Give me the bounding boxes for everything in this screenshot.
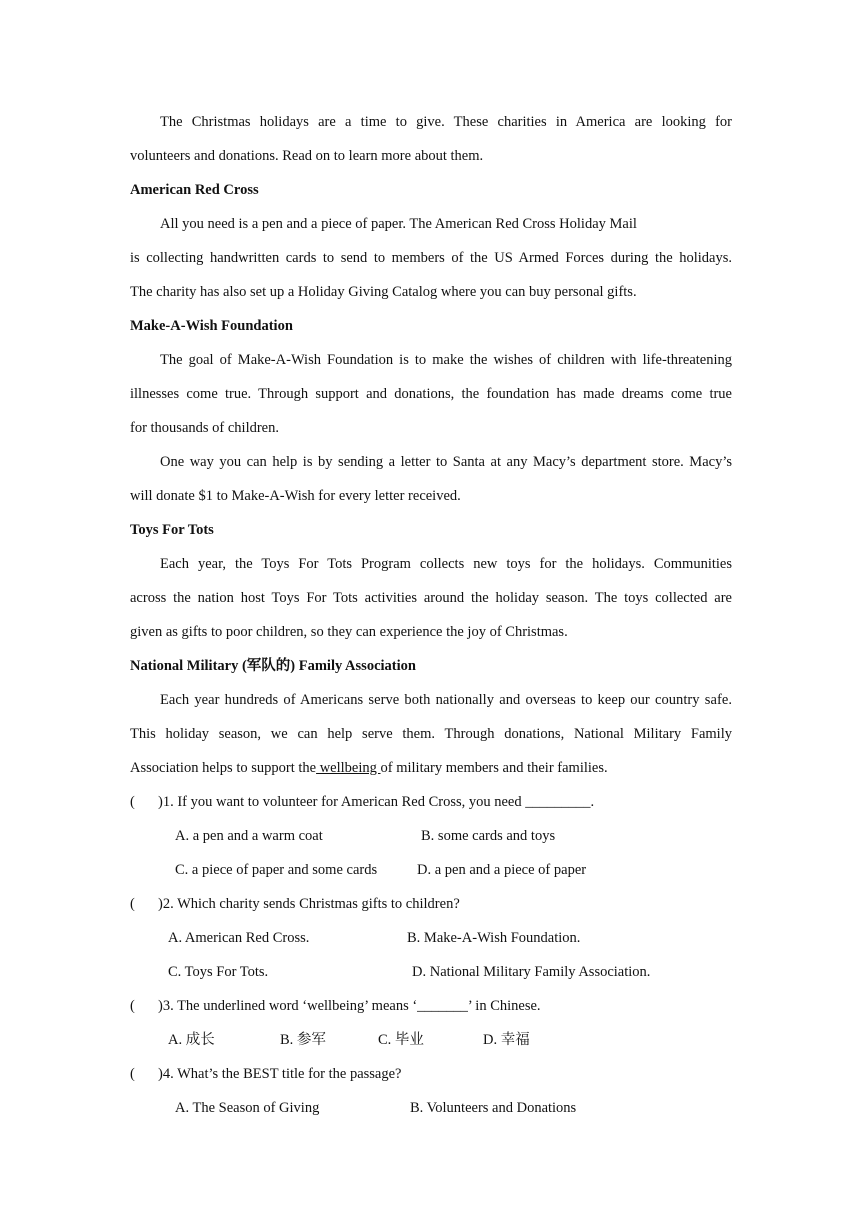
question-1-options-row-2 bbox=[130, 853, 732, 887]
q1-option-d: D. a pen and a piece of paper bbox=[417, 862, 587, 878]
red-cross-line-1: All you need is a pen and a piece of paper. The American Red Cross Holiday Mail bbox=[160, 216, 637, 232]
question-2 bbox=[130, 887, 732, 921]
toys-line-1: Each year, the Toys For Tots Program collects new toys for the holidays. Communities bbox=[160, 556, 732, 572]
q3-option-b: B. 参军 bbox=[280, 1032, 326, 1048]
make-a-wish-line-2: illnesses come true. Through support and donations, the foundation has made dreams come true bbox=[130, 386, 732, 402]
q4-option-a: A. The Season of Giving bbox=[175, 1100, 320, 1116]
make-a-wish-line-3: for thousands of children. bbox=[130, 420, 279, 436]
q1-option-c: C. a piece of paper and some cards bbox=[175, 862, 378, 878]
question-3-options-row bbox=[130, 1023, 732, 1057]
underlined-word-wellbeing: wellbeing bbox=[316, 760, 381, 776]
q3-option-a: A. 成长 bbox=[168, 1032, 215, 1048]
q1-option-a: A. a pen and a warm coat bbox=[175, 828, 323, 844]
q2-option-a: A. American Red Cross. bbox=[168, 930, 310, 946]
military-line-2: This holiday season, we can help serve them. Through donations, National Military Family bbox=[130, 726, 732, 742]
q3-option-c: C. 毕业 bbox=[378, 1032, 424, 1048]
military-line-3-pre: Association helps to support the bbox=[130, 760, 317, 776]
answer-paren: ( bbox=[130, 998, 135, 1014]
question-4-options-row bbox=[130, 1091, 732, 1125]
red-cross-line-3: The charity has also set up a Holiday Giving Catalog where you can buy personal gifts. bbox=[130, 284, 637, 300]
intro-line-1: The Christmas holidays are a time to give. These charities in America are looking for bbox=[160, 114, 732, 130]
q2-option-c: C. Toys For Tots. bbox=[168, 964, 269, 980]
section-title-toys-for-tots: Toys For Tots bbox=[130, 522, 214, 538]
military-line-1: Each year hundreds of Americans serve both nationally and overseas to keep our country safe. bbox=[160, 692, 732, 708]
military-line-3 bbox=[130, 751, 732, 785]
answer-paren: ( bbox=[130, 1066, 135, 1082]
answer-paren: ( bbox=[130, 896, 135, 912]
document-page bbox=[130, 105, 732, 1125]
question-4-text: )4. What’s the BEST title for the passage? bbox=[158, 1066, 402, 1082]
section-title-military: National Military (军队的) Family Association bbox=[130, 658, 416, 674]
question-1-options-row-1 bbox=[130, 819, 732, 853]
question-4 bbox=[130, 1057, 732, 1091]
question-1 bbox=[130, 785, 732, 819]
question-2-options-row-1 bbox=[130, 921, 732, 955]
question-2-options-row-2 bbox=[130, 955, 732, 989]
q2-option-d: D. National Military Family Association. bbox=[412, 964, 651, 980]
answer-paren: ( bbox=[130, 794, 135, 810]
question-3 bbox=[130, 989, 732, 1023]
make-a-wish-line-1: The goal of Make-A-Wish Foundation is to make the wishes of children with life-threatening bbox=[160, 352, 732, 368]
section-title-red-cross: American Red Cross bbox=[130, 182, 259, 198]
q1-option-b: B. some cards and toys bbox=[421, 828, 556, 844]
q4-option-b: B. Volunteers and Donations bbox=[410, 1100, 577, 1116]
q2-option-b: B. Make-A-Wish Foundation. bbox=[407, 930, 581, 946]
intro-line-2: volunteers and donations. Read on to learn more about them. bbox=[130, 148, 484, 164]
make-a-wish-line-5: will donate $1 to Make-A-Wish for every letter received. bbox=[130, 488, 461, 504]
question-3-text: )3. The underlined word ‘wellbeing’ means ‘_______’ in Chinese. bbox=[158, 998, 541, 1014]
toys-line-3: given as gifts to poor children, so they can experience the joy of Christmas. bbox=[130, 624, 568, 640]
red-cross-line-2: is collecting handwritten cards to send to members of the US Armed Forces during the holidays. bbox=[130, 250, 732, 266]
section-title-make-a-wish: Make-A-Wish Foundation bbox=[130, 318, 293, 334]
question-2-text: )2. Which charity sends Christmas gifts to children? bbox=[158, 896, 460, 912]
make-a-wish-line-4: One way you can help is by sending a letter to Santa at any Macy’s department store. Macy’s bbox=[160, 454, 732, 470]
question-1-text: )1. If you want to volunteer for American Red Cross, you need _________. bbox=[158, 794, 595, 810]
military-line-3-post: of military members and their families. bbox=[380, 760, 608, 776]
toys-line-2: across the nation host Toys For Tots activities around the holiday season. The toys collected are bbox=[130, 590, 732, 606]
q3-option-d: D. 幸福 bbox=[483, 1032, 530, 1048]
